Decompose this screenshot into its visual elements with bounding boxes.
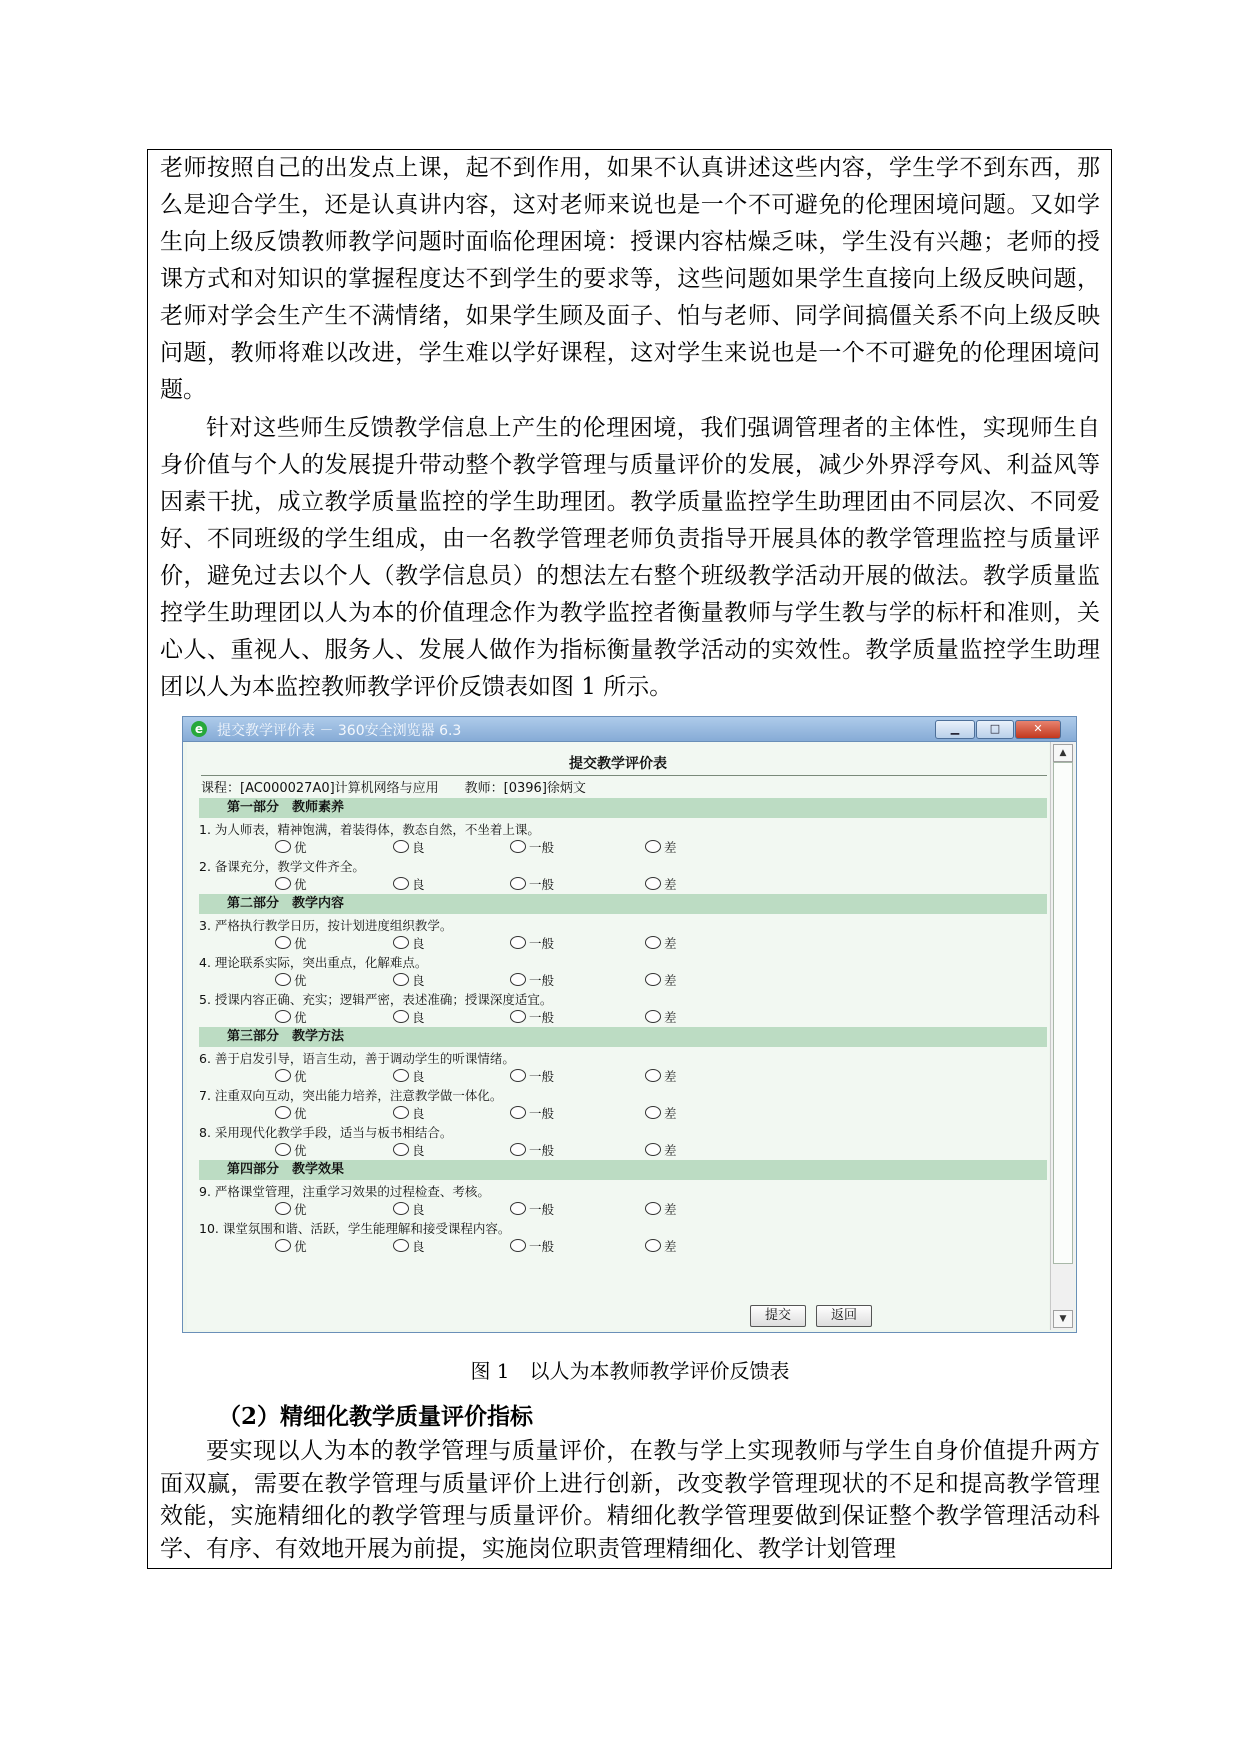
radio-button-icon[interactable]: [645, 1106, 661, 1119]
rating-option[interactable]: [275, 1104, 307, 1122]
radio-button-icon[interactable]: [510, 1106, 526, 1119]
course-teacher-line: 课程：[AC000027A0]计算机网络与应用 教师：[0396]徐炳文: [201, 781, 586, 796]
close-icon: ✕: [1033, 722, 1043, 735]
submit-button[interactable]: 提交: [750, 1305, 806, 1327]
rating-option[interactable]: [645, 1008, 677, 1026]
radio-button-icon[interactable]: [645, 840, 661, 853]
rating-option[interactable]: [275, 934, 307, 952]
minimize-button[interactable]: [935, 720, 975, 739]
rating-option[interactable]: [645, 1067, 677, 1085]
option-label: 一般: [529, 1106, 555, 1121]
rating-options: [187, 1008, 1049, 1026]
rating-option[interactable]: [393, 971, 425, 989]
option-label: 优: [294, 877, 307, 892]
option-label: 一般: [529, 1010, 555, 1025]
question-text: 6. 善于启发引导，语言生动，善于调动学生的听课情绪。: [199, 1051, 515, 1066]
option-label: 良: [412, 1069, 425, 1084]
option-label: 差: [664, 973, 677, 988]
rating-option[interactable]: [275, 838, 307, 856]
rating-option[interactable]: [645, 1237, 677, 1255]
radio-button-icon[interactable]: [393, 1106, 409, 1119]
minimize-icon: ▁: [950, 722, 960, 735]
option-label: 优: [294, 973, 307, 988]
section-heading: （2）精细化教学质量评价指标: [218, 1403, 534, 1430]
rating-option[interactable]: [393, 1104, 425, 1122]
radio-button-icon[interactable]: [510, 1010, 526, 1023]
rating-option[interactable]: [275, 1141, 307, 1159]
option-label: 差: [664, 1202, 677, 1217]
option-label: 优: [294, 1010, 307, 1025]
rating-option[interactable]: [393, 1200, 425, 1218]
maximize-icon: □: [989, 722, 1001, 735]
option-label: 良: [412, 1202, 425, 1217]
rating-options: [187, 934, 1049, 952]
option-label: 良: [412, 973, 425, 988]
radio-button-icon[interactable]: [645, 1069, 661, 1082]
rating-options: [187, 838, 1049, 856]
rating-option[interactable]: [510, 1141, 554, 1159]
rating-option[interactable]: [510, 838, 554, 856]
rating-option[interactable]: [393, 1237, 425, 1255]
paragraph-2: 针对这些师生反馈教学信息上产生的伦理困境，我们强调管理者的主体性，实现师生自身价值与个人的发展提升带动整个教学管理与质量评价的发展，减少外界浮夸风、利益风等因素干扰，成立教学质量监控的学生助理团。教学质量监控学生助理团由不同层次、不同爱好、不同班级的学生组成，由一名教学管理老师负责指导开展具体的教学管理监控与质量评价，避免过去以个人（教学信息员）的想法左右整个班级教学活动开展的做法。教学质量监控学生助理团以人为本的价值理念作为教学监控者衡量教师与学生教与学的标杆和准则，关心人、重视人、服务人、发展人做作为指标衡量教学活动的实效性。教学质量监控学生助理团以人为本监控教师教学评价反馈表如图 1 所示。: [160, 415, 1100, 700]
radio-button-icon[interactable]: [275, 936, 291, 949]
rating-options: [187, 1141, 1049, 1159]
question-text: 3. 严格执行教学日历，按计划进度组织教学。: [199, 918, 453, 933]
rating-option[interactable]: [275, 971, 307, 989]
option-label: 差: [664, 1239, 677, 1254]
rating-options: [187, 971, 1049, 989]
rating-option[interactable]: [275, 875, 307, 893]
option-label: 优: [294, 1143, 307, 1158]
radio-button-icon[interactable]: [645, 1010, 661, 1023]
radio-button-icon[interactable]: [645, 936, 661, 949]
radio-button-icon[interactable]: [393, 840, 409, 853]
radio-button-icon[interactable]: [645, 973, 661, 986]
radio-button-icon[interactable]: [510, 1143, 526, 1156]
rating-option[interactable]: [510, 1104, 554, 1122]
evaluation-form: [187, 742, 1049, 1330]
radio-button-icon[interactable]: [510, 1202, 526, 1215]
radio-button-icon[interactable]: [645, 1202, 661, 1215]
rating-option[interactable]: [393, 1141, 425, 1159]
rating-option[interactable]: [275, 1200, 307, 1218]
option-label: 一般: [529, 936, 555, 951]
title-divider: [201, 775, 1047, 776]
option-label: 一般: [529, 1202, 555, 1217]
rating-option[interactable]: [275, 1008, 307, 1026]
option-label: 优: [294, 840, 307, 855]
option-label: 良: [412, 1010, 425, 1025]
option-label: 良: [412, 877, 425, 892]
rating-option[interactable]: [645, 971, 677, 989]
section-header: 第三部分 教学方法: [199, 1027, 1047, 1047]
rating-option[interactable]: [645, 934, 677, 952]
radio-button-icon[interactable]: [275, 877, 291, 890]
option-label: 优: [294, 1106, 307, 1121]
radio-button-icon[interactable]: [510, 936, 526, 949]
question-text: 7. 注重双向互动，突出能力培养，注意教学做一体化。: [199, 1088, 503, 1103]
radio-button-icon[interactable]: [275, 1010, 291, 1023]
option-label: 一般: [529, 1143, 555, 1158]
question-text: 9. 严格课堂管理，注重学习效果的过程检查、考核。: [199, 1184, 490, 1199]
radio-button-icon[interactable]: [645, 1143, 661, 1156]
section-header: 第一部分 教师素养: [199, 798, 1047, 818]
scroll-track[interactable]: [1053, 762, 1073, 1264]
option-label: 良: [412, 1239, 425, 1254]
option-label: 优: [294, 1202, 307, 1217]
radio-button-icon[interactable]: [393, 1010, 409, 1023]
window-title: 提交教学评价表 － 360安全浏览器 6.3: [217, 723, 462, 739]
radio-button-icon[interactable]: [645, 877, 661, 890]
radio-button-icon[interactable]: [393, 1069, 409, 1082]
rating-option[interactable]: [510, 875, 554, 893]
option-label: 差: [664, 1010, 677, 1025]
radio-button-icon[interactable]: [275, 1143, 291, 1156]
browser-titlebar: [183, 717, 1076, 742]
option-label: 优: [294, 936, 307, 951]
radio-button-icon[interactable]: [393, 1143, 409, 1156]
radio-button-icon[interactable]: [393, 973, 409, 986]
paragraph-3: 要实现以人为本的教学管理与质量评价，在教与学上实现教师与学生自身价值提升两方面双赢，需要在教学管理与质量评价上进行创新，改变教学管理现状的不足和提高教学管理效能，实施精细化的教学管理与质量评价。精细化教学管理要做到保证整个教学管理活动科学、有序、有效地开展为前提，实施岗位职责管理精细化、教学计划管理: [160, 1438, 1100, 1562]
scroll-down-icon[interactable]: ▼: [1053, 1310, 1073, 1328]
radio-button-icon[interactable]: [275, 1069, 291, 1082]
question-text: 10. 课堂氛围和谐、活跃，学生能理解和接受课程内容。: [199, 1221, 511, 1236]
radio-button-icon[interactable]: [393, 936, 409, 949]
rating-option[interactable]: [393, 1008, 425, 1026]
rating-option[interactable]: [645, 875, 677, 893]
rating-option[interactable]: [645, 838, 677, 856]
scroll-up-icon[interactable]: ▲: [1053, 744, 1073, 762]
rating-option[interactable]: [645, 1141, 677, 1159]
radio-button-icon[interactable]: [510, 877, 526, 890]
section-header: 第四部分 教学效果: [199, 1160, 1047, 1180]
question-text: 1. 为人师表，精神饱满，着装得体，教态自然，不坐着上课。: [199, 822, 540, 837]
option-label: 一般: [529, 877, 555, 892]
option-label: 差: [664, 1143, 677, 1158]
paragraph-1: 老师按照自己的出发点上课，起不到作用，如果不认真讲述这些内容，学生学不到东西，那么是迎合学生，还是认真讲内容，这对老师来说也是一个不可避免的伦理困境问题。又如学生向上级反馈教师教学问题时面临伦理困境：授课内容枯燥乏味，学生没有兴趣；老师的授课方式和对知识的掌握程度达不到学生的要求等，这些问题如果学生直接向上级反映问题，老师对学会生产生不满情绪，如果学生顾及面子、怕与老师、同学间搞僵关系不向上级反映问题，教师将难以改进，学生难以学好课程，这对学生来说也是一个不可避免的伦理困境问题。: [160, 155, 1100, 403]
option-label: 一般: [529, 840, 555, 855]
rating-option[interactable]: [393, 934, 425, 952]
rating-options: [187, 1104, 1049, 1122]
rating-option[interactable]: [510, 1200, 554, 1218]
option-label: 一般: [529, 1069, 555, 1084]
rating-option[interactable]: [510, 934, 554, 952]
question-text: 8. 采用现代化教学手段，适当与板书相结合。: [199, 1125, 453, 1140]
rating-option[interactable]: [510, 1008, 554, 1026]
rating-option[interactable]: [645, 1200, 677, 1218]
question-text: 4. 理论联系实际，突出重点，化解难点。: [199, 955, 428, 970]
question-text: 5. 授课内容正确、充实；逻辑严密，表述准确；授课深度适宜。: [199, 992, 553, 1007]
option-label: 良: [412, 936, 425, 951]
radio-button-icon[interactable]: [510, 973, 526, 986]
rating-option[interactable]: [510, 1067, 554, 1085]
section-header: 第二部分 教学内容: [199, 894, 1047, 914]
radio-button-icon[interactable]: [275, 1239, 291, 1252]
figure-caption: 图 1 以人为本教师教学评价反馈表: [470, 1359, 790, 1383]
option-label: 优: [294, 1069, 307, 1084]
option-label: 差: [664, 840, 677, 855]
radio-button-icon[interactable]: [275, 1202, 291, 1215]
option-label: 差: [664, 936, 677, 951]
option-label: 良: [412, 1106, 425, 1121]
option-label: 差: [664, 1069, 677, 1084]
radio-button-icon[interactable]: [275, 1106, 291, 1119]
option-label: 一般: [529, 973, 555, 988]
option-label: 差: [664, 1106, 677, 1121]
back-button[interactable]: 返回: [816, 1305, 872, 1327]
rating-option[interactable]: [510, 1237, 554, 1255]
rating-options: [187, 1200, 1049, 1218]
radio-button-icon[interactable]: [393, 1239, 409, 1252]
option-label: 优: [294, 1239, 307, 1254]
close-button[interactable]: [1015, 720, 1061, 739]
option-label: 一般: [529, 1239, 555, 1254]
question-text: 2. 备课充分，教学文件齐全。: [199, 859, 365, 874]
rating-option[interactable]: [393, 875, 425, 893]
radio-button-icon[interactable]: [510, 1239, 526, 1252]
embedded-browser-screenshot: [182, 716, 1077, 1333]
form-title: 提交教学评价表: [569, 756, 667, 772]
360-browser-logo-icon: e: [191, 721, 207, 737]
radio-button-icon[interactable]: [510, 1069, 526, 1082]
rating-option[interactable]: [510, 971, 554, 989]
radio-button-icon[interactable]: [645, 1239, 661, 1252]
rating-options: [187, 1067, 1049, 1085]
option-label: 良: [412, 840, 425, 855]
option-label: 良: [412, 1143, 425, 1158]
rating-options: [187, 1237, 1049, 1255]
radio-button-icon[interactable]: [393, 877, 409, 890]
maximize-button[interactable]: [976, 720, 1014, 739]
option-label: 差: [664, 877, 677, 892]
rating-option[interactable]: [393, 1067, 425, 1085]
radio-button-icon[interactable]: [393, 1202, 409, 1215]
rating-options: [187, 875, 1049, 893]
rating-option[interactable]: [393, 838, 425, 856]
rating-option[interactable]: [275, 1237, 307, 1255]
vertical-scrollbar[interactable]: [1050, 742, 1075, 1330]
rating-option[interactable]: [645, 1104, 677, 1122]
radio-button-icon[interactable]: [510, 840, 526, 853]
rating-option[interactable]: [275, 1067, 307, 1085]
radio-button-icon[interactable]: [275, 973, 291, 986]
radio-button-icon[interactable]: [275, 840, 291, 853]
